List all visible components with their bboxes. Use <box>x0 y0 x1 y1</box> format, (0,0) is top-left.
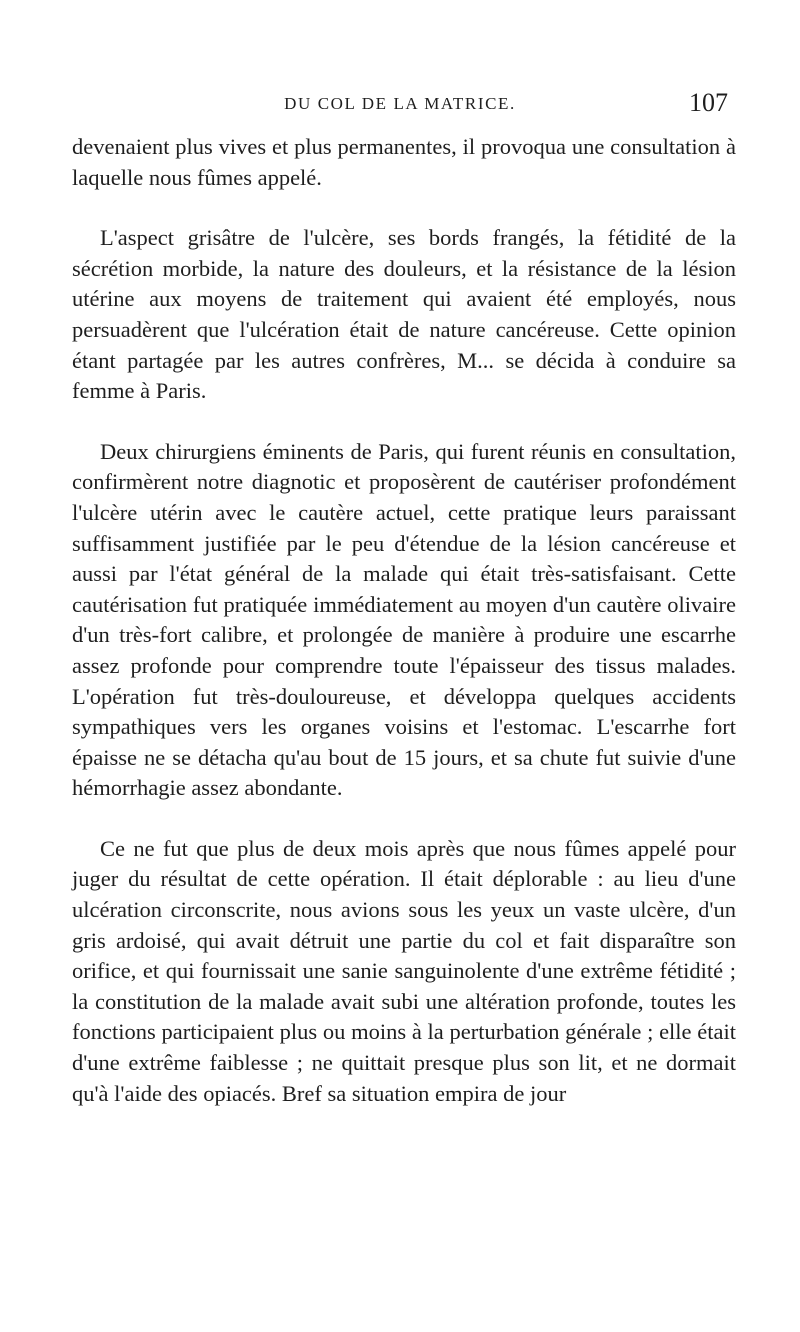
paragraph-diagnosis: L'aspect grisâtre de l'ulcère, ses bords frangés, la fétidité de la sécrétion morbide, la nature des douleurs, et la résistance de la lésion utérine aux moyens de traitement qui avaient été employés, nous persuadèrent que l'ulcération était de nature cancéreuse. Cette opinion étant partagée par les autres confrères, M... se décida à conduire sa femme à Paris. <box>72 225 736 404</box>
running-title: DU COL DE LA MATRICE. <box>284 94 516 113</box>
running-head <box>60 88 740 124</box>
body-text <box>72 132 736 1139</box>
paragraph-consultation: Deux chirurgiens éminents de Paris, qui furent réunis en consultation, confirmèrent notre diagnotic et proposèrent de cautériser profondément l'ulcère utérin avec le cautère actuel, cette pratique leurs paraissant suffisamment justifiée par le peu d'étendue de la lésion cancéreuse et aussi par l'état général de la malade qui était très-satisfaisant. Cette cautérisation fut pratiquée immédiatement au moyen d'un cautère olivaire d'un très-fort calibre, et prolongée de manière à produire une escarrhe assez profonde pour comprendre toute l'épaisseur des tissus malades. L'opération fut très-douloureuse, et développa quelques accidents sympathiques vers les organes voisins et l'estomac. L'escarrhe fort épaisse ne se détacha qu'au bout de 15 jours, et sa chute fut suivie d'une hémorrhagie assez abondante. <box>72 438 736 801</box>
paragraph-continuation: devenaient plus vives et plus permanentes, il provoqua une consultation à laquelle nous fûmes appelé. <box>72 134 736 190</box>
page-number: 107 <box>689 88 728 117</box>
paragraph-result: Ce ne fut que plus de deux mois après que nous fûmes appelé pour juger du résultat de cette opération. Il était déplorable : au lieu d'une ulcération circonscrite, nous avions sous les yeux un vaste ulcère, d'un gris ardoisé, qui avait détruit une partie du col et fait disparaître son orifice, et qui fournissait une sanie sanguinolente d'une extrême fétidité ; la constitution de la malade avait subi une altération profonde, toutes les fonctions participaient plus ou moins à la perturbation générale ; elle était d'une extrême faiblesse ; ne quittait presque plus son lit, et ne dormait qu'à l'aide des opiacés. Bref sa situation empira de jour <box>72 835 736 1106</box>
